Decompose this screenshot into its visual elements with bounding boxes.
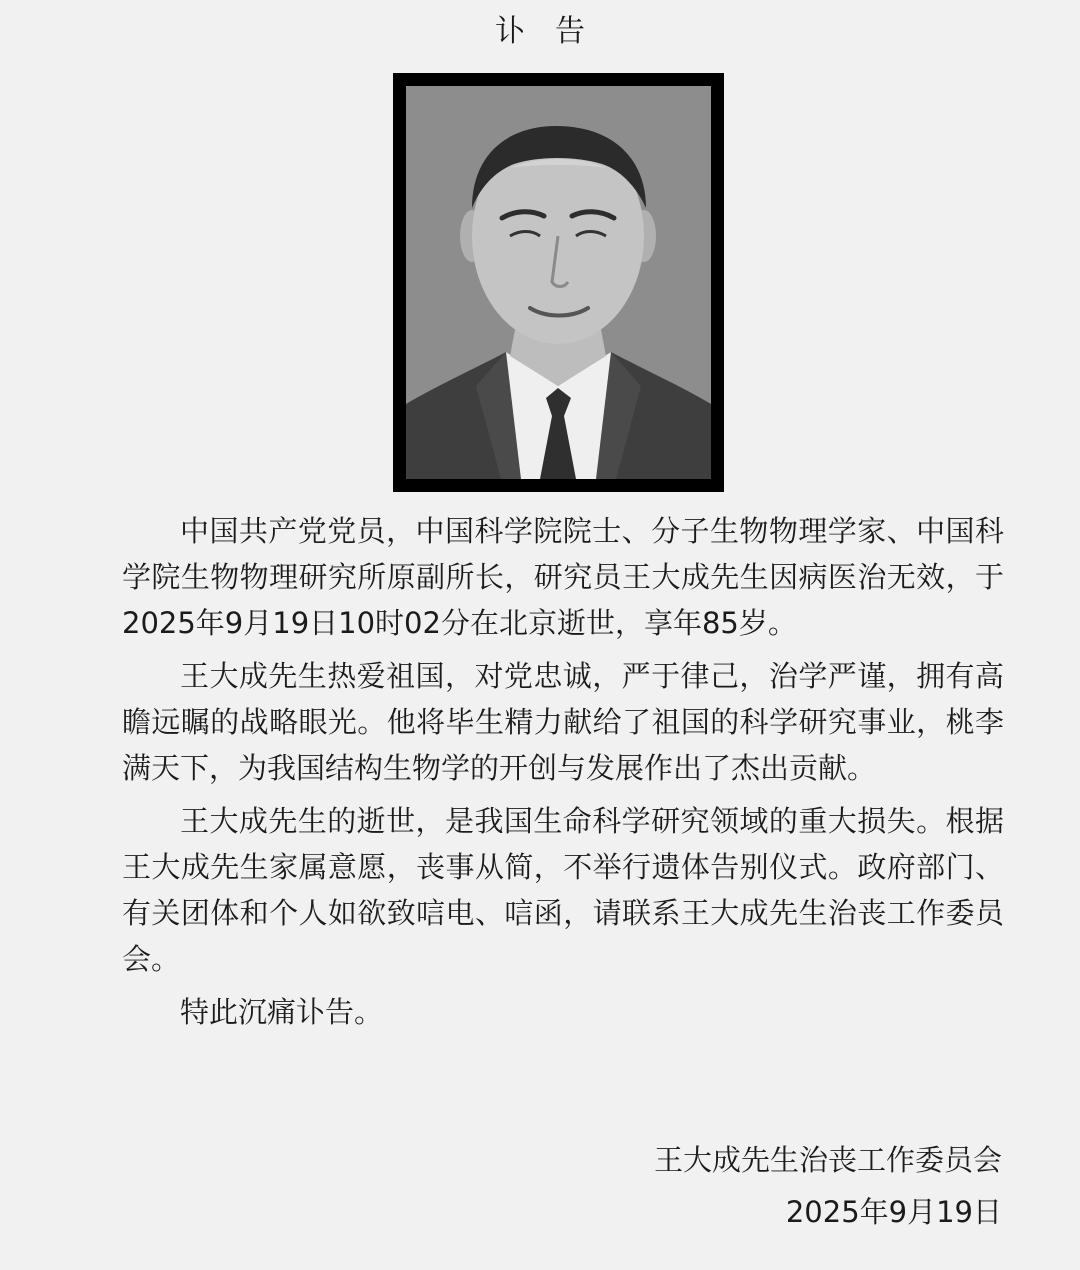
signature-date: 2025年9月19日 <box>785 1195 1002 1229</box>
signature-org: 王大成先生治丧工作委员会 <box>653 1143 1002 1177</box>
notice-paragraph: 王大成先生的逝世，是我国生命科学研究领域的重大损失。根据王大成先生家属意愿，丧事从简，不举行遗体告别仪式。政府部门、有关团体和个人如欲致唁电、唁函，请联系王大成先生治丧工作委员会。 <box>122 804 1004 976</box>
notice-paragraph: 特此沉痛讣告。 <box>180 995 384 1029</box>
notice-title: 讣 告 <box>495 14 585 49</box>
portrait-photo <box>406 86 711 479</box>
signature-block <box>654 1134 1002 1238</box>
notice-paragraph: 王大成先生热爱祖国，对党忠诚，严于律己，治学严谨，拥有高瞻远瞩的战略眼光。他将毕生精力献给了祖国的科学研究事业，桃李满天下，为我国结构生物学的开创与发展作出了杰出贡献。 <box>122 659 1004 785</box>
notice-body <box>122 508 1004 1042</box>
memorial-portrait <box>393 73 724 492</box>
notice-paragraph: 中国共产党党员，中国科学院院士、分子生物物理学家、中国科学院生物物理研究所原副所长，研究员王大成先生因病医治无效，于2025年9月19日10时02分在北京逝世，享年85岁。 <box>122 514 1004 640</box>
